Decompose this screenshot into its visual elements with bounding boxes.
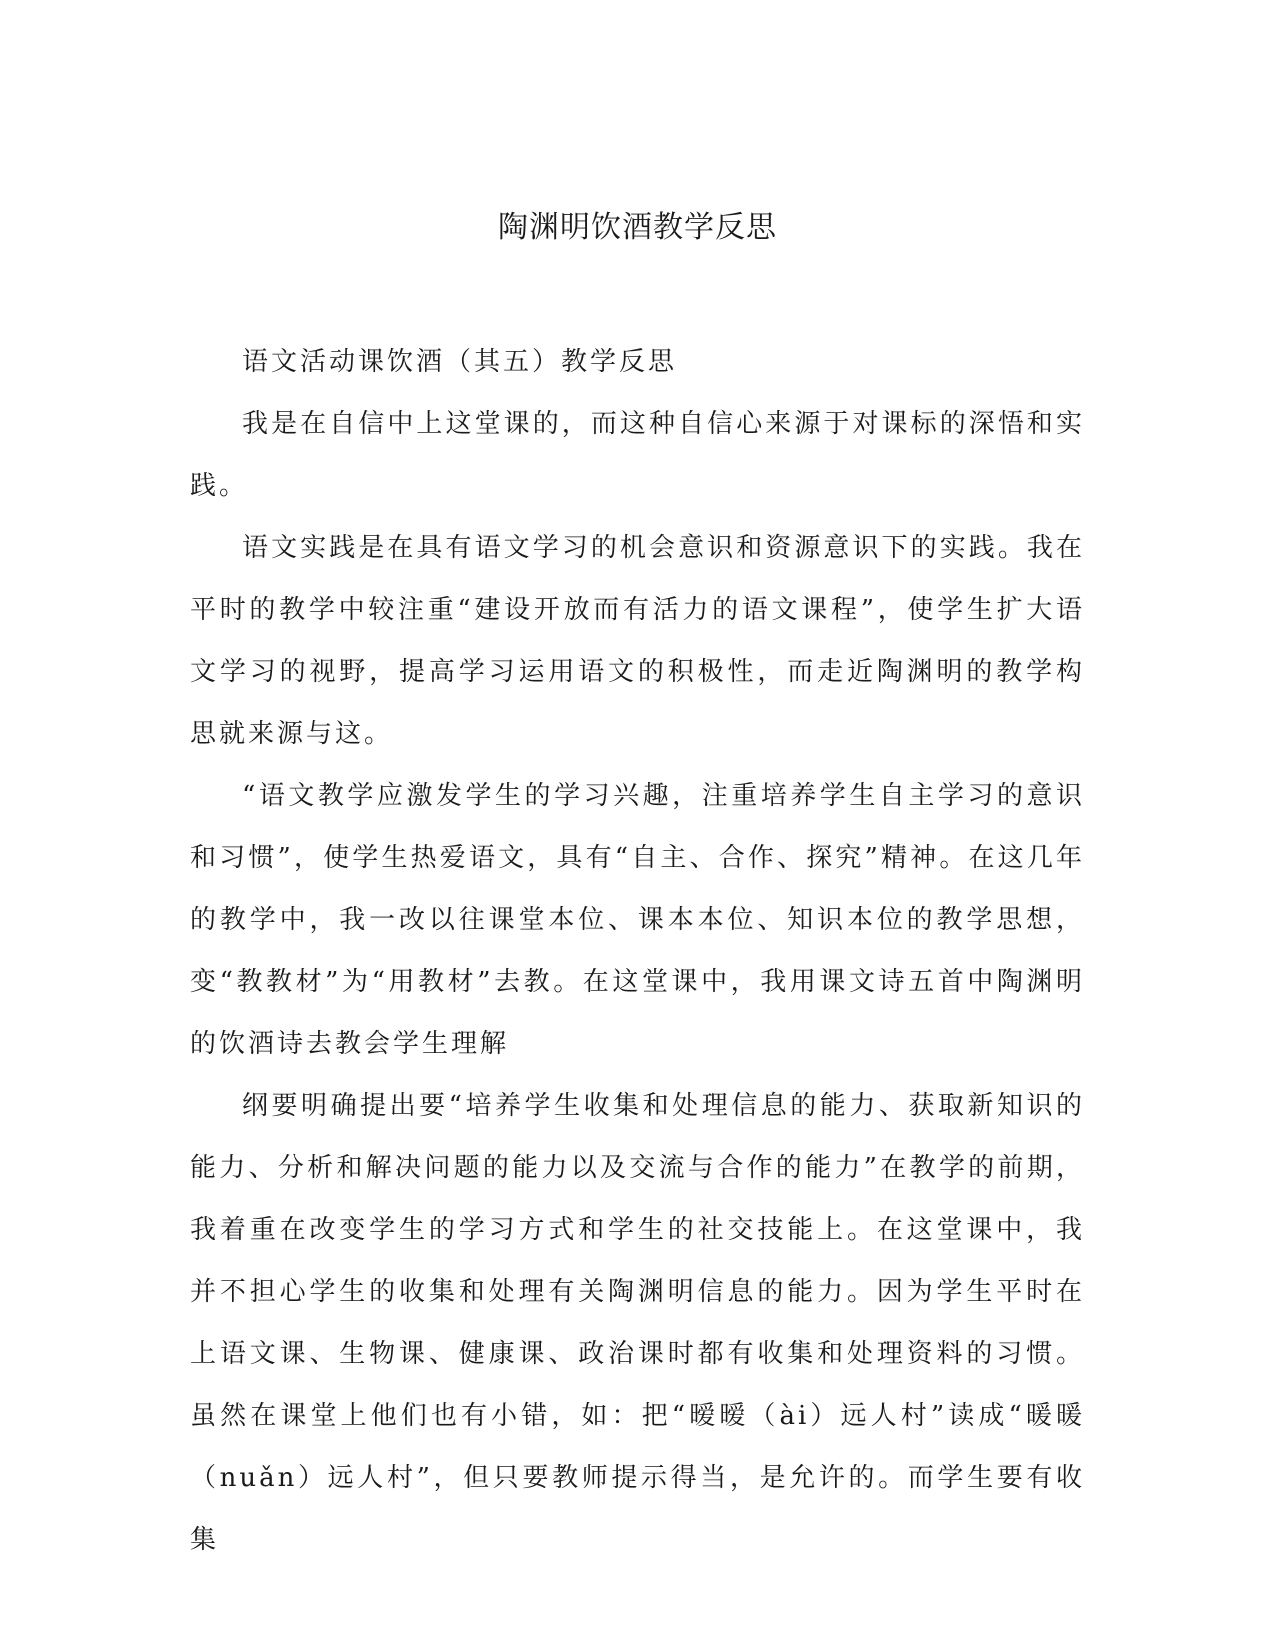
paragraph-subtitle: 语文活动课饮酒（其五）教学反思 — [242, 347, 678, 377]
document-title: 陶渊明饮酒教学反思 — [498, 210, 777, 245]
paragraph: 语文实践是在具有语文学习的机会意识和资源意识下的实践。我在平时的教学中较注重“建设开放而有活力的语文课程”，使学生扩大语文学习的视野，提高学习运用语文的积极性，而走近陶渊明的教学构思就来源与这。 — [190, 533, 1085, 749]
paragraph: 我是在自信中上这堂课的，而这种自信心来源于对课标的深悟和实践。 — [190, 409, 1085, 501]
paragraph: 纲要明确提出要“培养学生收集和处理信息的能力、获取新知识的能力、分析和解决问题的能力以及交流与合作的能力”在教学的前期，我着重在改变学生的学习方式和学生的社交技能上。在这堂课中，我并不担心学生的收集和处理有关陶渊明信息的能力。因为学生平时在上语文课、生物课、健康课、政治课时都有收集和处理资料的习惯。虽然在课堂上他们也有小错，如：把“暧暧（ài）远人村”读成“暖暖（nuǎn）远人村”，但只要教师提示得当，是允许的。而学生要有收集 — [190, 1091, 1085, 1555]
paragraph: “语文教学应激发学生的学习兴趣，注重培养学生自主学习的意识和习惯”，使学生热爱语文，具有“自主、合作、探究”精神。在这几年的教学中，我一改以往课堂本位、课本本位、知识本位的教学思想，变“教教材”为“用教材”去教。在这堂课中，我用课文诗五首中陶渊明的饮酒诗去教会学生理解 — [190, 781, 1085, 1059]
document-body — [190, 331, 1085, 1571]
